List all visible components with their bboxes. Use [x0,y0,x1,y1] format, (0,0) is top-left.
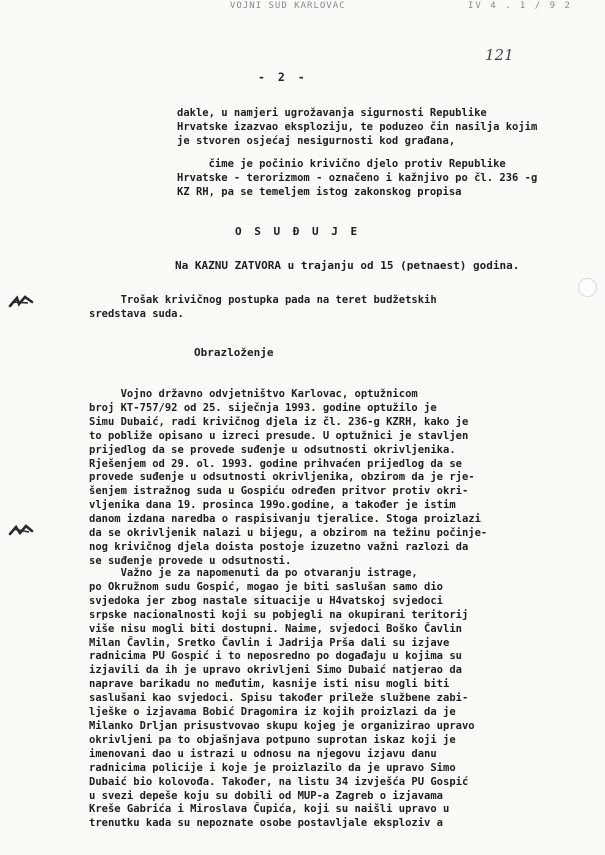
header-case-ref: IV 4 . 1 / 9 2 [468,1,572,11]
header-stamp-text: VOJNI SUD KARLOVAC [230,1,346,11]
paragraph-reasoning-1: Vojno državno odvjetništvo Karlovac, optužnicom broj KT-757/92 od 25. siječnja 1993. godine optužilo je Simu Dubaić, radi krivičnog djela iz čl. 236-g KZRH, kako je to pobliže opisano u izreci presude. U optužnici je stavljen prijedlog da se provede suđenje u odsutnosti okrivljenika. Rješenjem od 29. ol. 1993. godine prihvaćen prijedlog da se provede suđenje u odsutnosti okrivljenika, obzirom da je rje- šenjem istražnog suda u Gospiću određen pritvor protiv okri- vljenika dana 19. prosinca 199o.godine, a također je istim danom izdana naredba o raspisivanju tjeralice. Stoga proizlazi da se okrivljenik nalazi u bijegu, a obzirom na težinu počinje- nog krivičnog djela doista postoje izuzetno važni razlozi da se suđenje provede u odsutnosti. [89,388,488,567]
paragraph-offense: čime je počinio krivično djelo protiv Republike Hrvatske - terorizmom - označeno i kažnjivo po čl. 236 -g KZ RH, pa se temeljem istog zakonskog propisa [177,158,538,198]
verdict-heading: O S U Đ U J E [235,225,361,238]
punch-hole [578,278,597,297]
paragraph-intent: dakle, u namjeri ugrožavanja sigurnosti Republike Hrvatske izazvao eksploziju, te poduzeo čin nasilja kojim je stvoren osjećaj nesigurnosti kod građana, [177,107,538,147]
paragraph-costs: Trošak krivičnog postupka pada na teret budžetskih sredstava suda. [89,294,437,320]
folio-number: 121 [485,46,514,64]
paragraph-reasoning-2: Važno je za napomenuti da po otvaranju istrage, po Okružnom sudu Gospić, mogao je biti saslušan samo dio svjedoka jer zbog nastale situacije u H4vatskoj svjedoci srpske nacionalnosti koji su pobjegli na okupirani teritorij više nisu mogli biti dostupni. Naime, svjedoci Boško Čavlin Milan Čavlin, Sretko Čavlin i Jadrija Prša dali su izjave radnicima PU Gospić i to neposredno po događaju u kojima su izjavili da ih je upravo okrivljeni Simo Dubaić natjerao da naprave barikadu no međutim, kasnije isti nisu mogli biti saslušani kao svjedoci. Spisu također prileže službene zabi- lješke o izjavama Bobić Dragomira iz kojih proizlazi da je Milanko Drljan prisustvovao skupu kojeg je organizirao upravo okrivljeni pa to objašnjava potpuno suprotan iskaz koji je imenovani dao u istrazi u odnosu na njegovu izjavu danu radnicima policije i koje je proizlazilo da je upravo Simo Dubaić bio kolovođa. Također, na listu 34 izvješća PU Gospić u svezi depeše koju su dobili od MUP-a Zagreb o izjavama Kreše Gabrića i Miroslava Čupića, koji su naišli upravo u trenutku kada su nepoznate osobe postavljale eksploziv a [89,567,475,830]
margin-scribble-icon [8,522,34,538]
page-number: - 2 - [258,70,308,84]
reasoning-heading: Obrazloženje [194,346,274,359]
margin-scribble-icon [8,294,34,310]
sentence-text: Na KAZNU ZATVORA u trajanju od 15 (petnaest) godina. [175,259,520,272]
